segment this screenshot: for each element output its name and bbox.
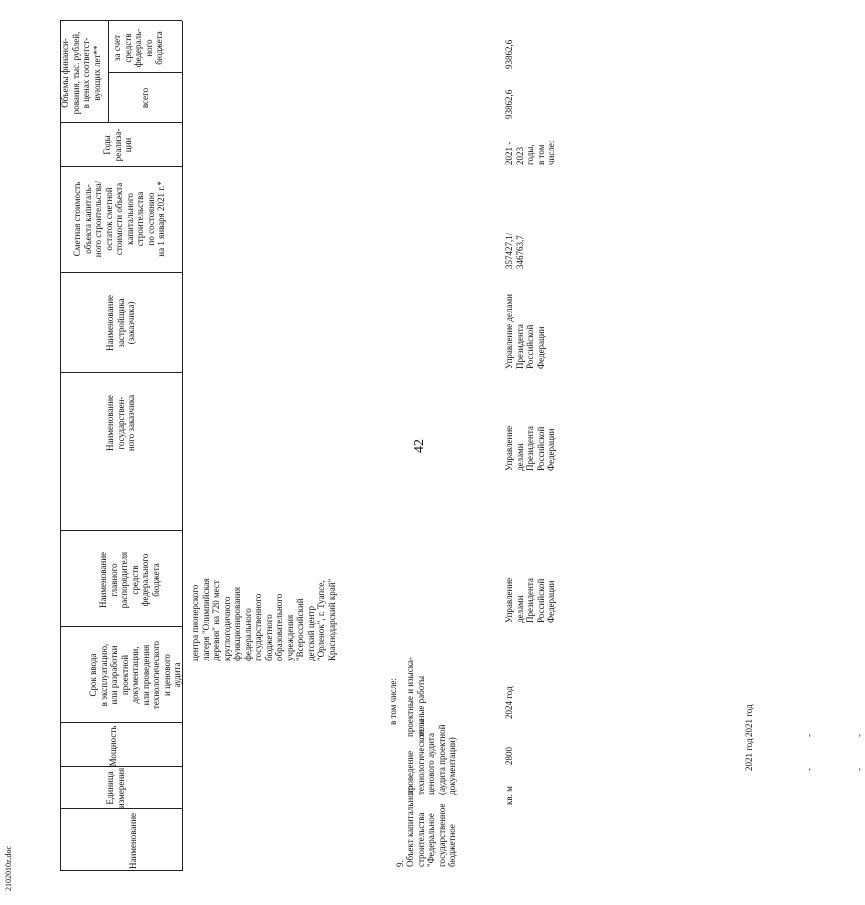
row-number: 9.: [395, 860, 405, 867]
header-financing: Объемы финанси- рования, тыс. рублей, в ценах соответст- вующих лет**: [60, 31, 102, 115]
document-reference: 2102010z.doc: [4, 845, 13, 891]
grid-line: [60, 21, 61, 871]
grid-line: [60, 870, 182, 871]
grid-line: [108, 72, 182, 73]
header-capacity: Мощность: [108, 725, 118, 767]
header-state-customer: Наименование государствен- ного заказчика: [105, 394, 136, 452]
page-number: 42: [412, 439, 427, 453]
grid-line: [60, 372, 182, 373]
subrow-total: -: [804, 768, 814, 771]
subrow-years: 2021 год: [744, 738, 754, 771]
header-developer: Наименование застройщика (заказчика): [105, 294, 136, 352]
grid-line: [60, 166, 182, 167]
row9-main-manager: Управление делами Президента Российской Федерации: [504, 577, 556, 623]
grid-line: [60, 722, 182, 723]
row9-unit: кв. м: [504, 786, 514, 805]
grid-line: [108, 21, 109, 123]
header-federal: за счет средств федераль- ного бюджета: [112, 28, 164, 68]
grid-line: [60, 808, 182, 809]
row9-estimate: 357427,1/ 346763,7: [504, 232, 525, 269]
row9-total: 93862,6: [504, 89, 514, 119]
row9-federal: 93862,6: [504, 39, 514, 69]
header-unit: Единица измерения: [105, 767, 126, 809]
header-commissioning: Срок ввода в эксплуатацию, или разработки проектной документации, или проведения технологического и ценового аудита: [88, 640, 182, 710]
row9-commissioning: 2024 год: [504, 686, 514, 719]
row9-name: Объект капитального строительства "Федеральное государственное бюджетное: [405, 785, 457, 867]
row9-state-customer: Управление делами Президента Российской Федерации: [504, 425, 556, 471]
grid-line: [60, 272, 182, 273]
grid-line: [60, 766, 182, 767]
header-total: всего: [140, 87, 150, 109]
subrow-years: 2021 год: [744, 704, 754, 737]
row9-capacity: 2800: [504, 747, 514, 765]
grid-line: [60, 20, 182, 21]
header-main-manager: Наименование главного распорядителя средств федерального бюджета: [98, 551, 161, 609]
subrow-name: проектные и изыска- тельные работы: [405, 657, 426, 737]
subrow-total: -: [804, 734, 814, 737]
subrow-federal: -: [854, 768, 864, 771]
subrow-name: проведение технологического и ценового аудита (аудита проектной документации): [405, 719, 457, 795]
grid-line: [60, 530, 182, 531]
header-name: Наименование: [128, 812, 138, 870]
in-that-label: в том числе:: [388, 678, 398, 725]
grid-line: [60, 626, 182, 627]
row9-years: 2021 - 2023 годы, в том числе:: [504, 140, 556, 165]
subrow-federal: -: [854, 734, 864, 737]
row9-developer: Управление делами Президента Российской Федерации: [504, 294, 546, 369]
continuation-name: центра пионерского лагеря "Олимпийская деревня" на 720 мест круглогодичного функционирования федерального государственного бюджетного образовательного учреждения "Всероссийский детский центр "Орленок", г. Туапсе, Краснодарский край": [190, 578, 337, 661]
header-estimate: Сметная стоимость объекта капиталь- ного строительства/ остаток сметной стоимости объекта капитального строительства по состоянию на 1 января 2021 г.*: [72, 180, 166, 258]
header-years: Годы реализа- ции: [102, 128, 133, 162]
grid-line: [60, 122, 182, 123]
grid-line: [182, 21, 183, 871]
